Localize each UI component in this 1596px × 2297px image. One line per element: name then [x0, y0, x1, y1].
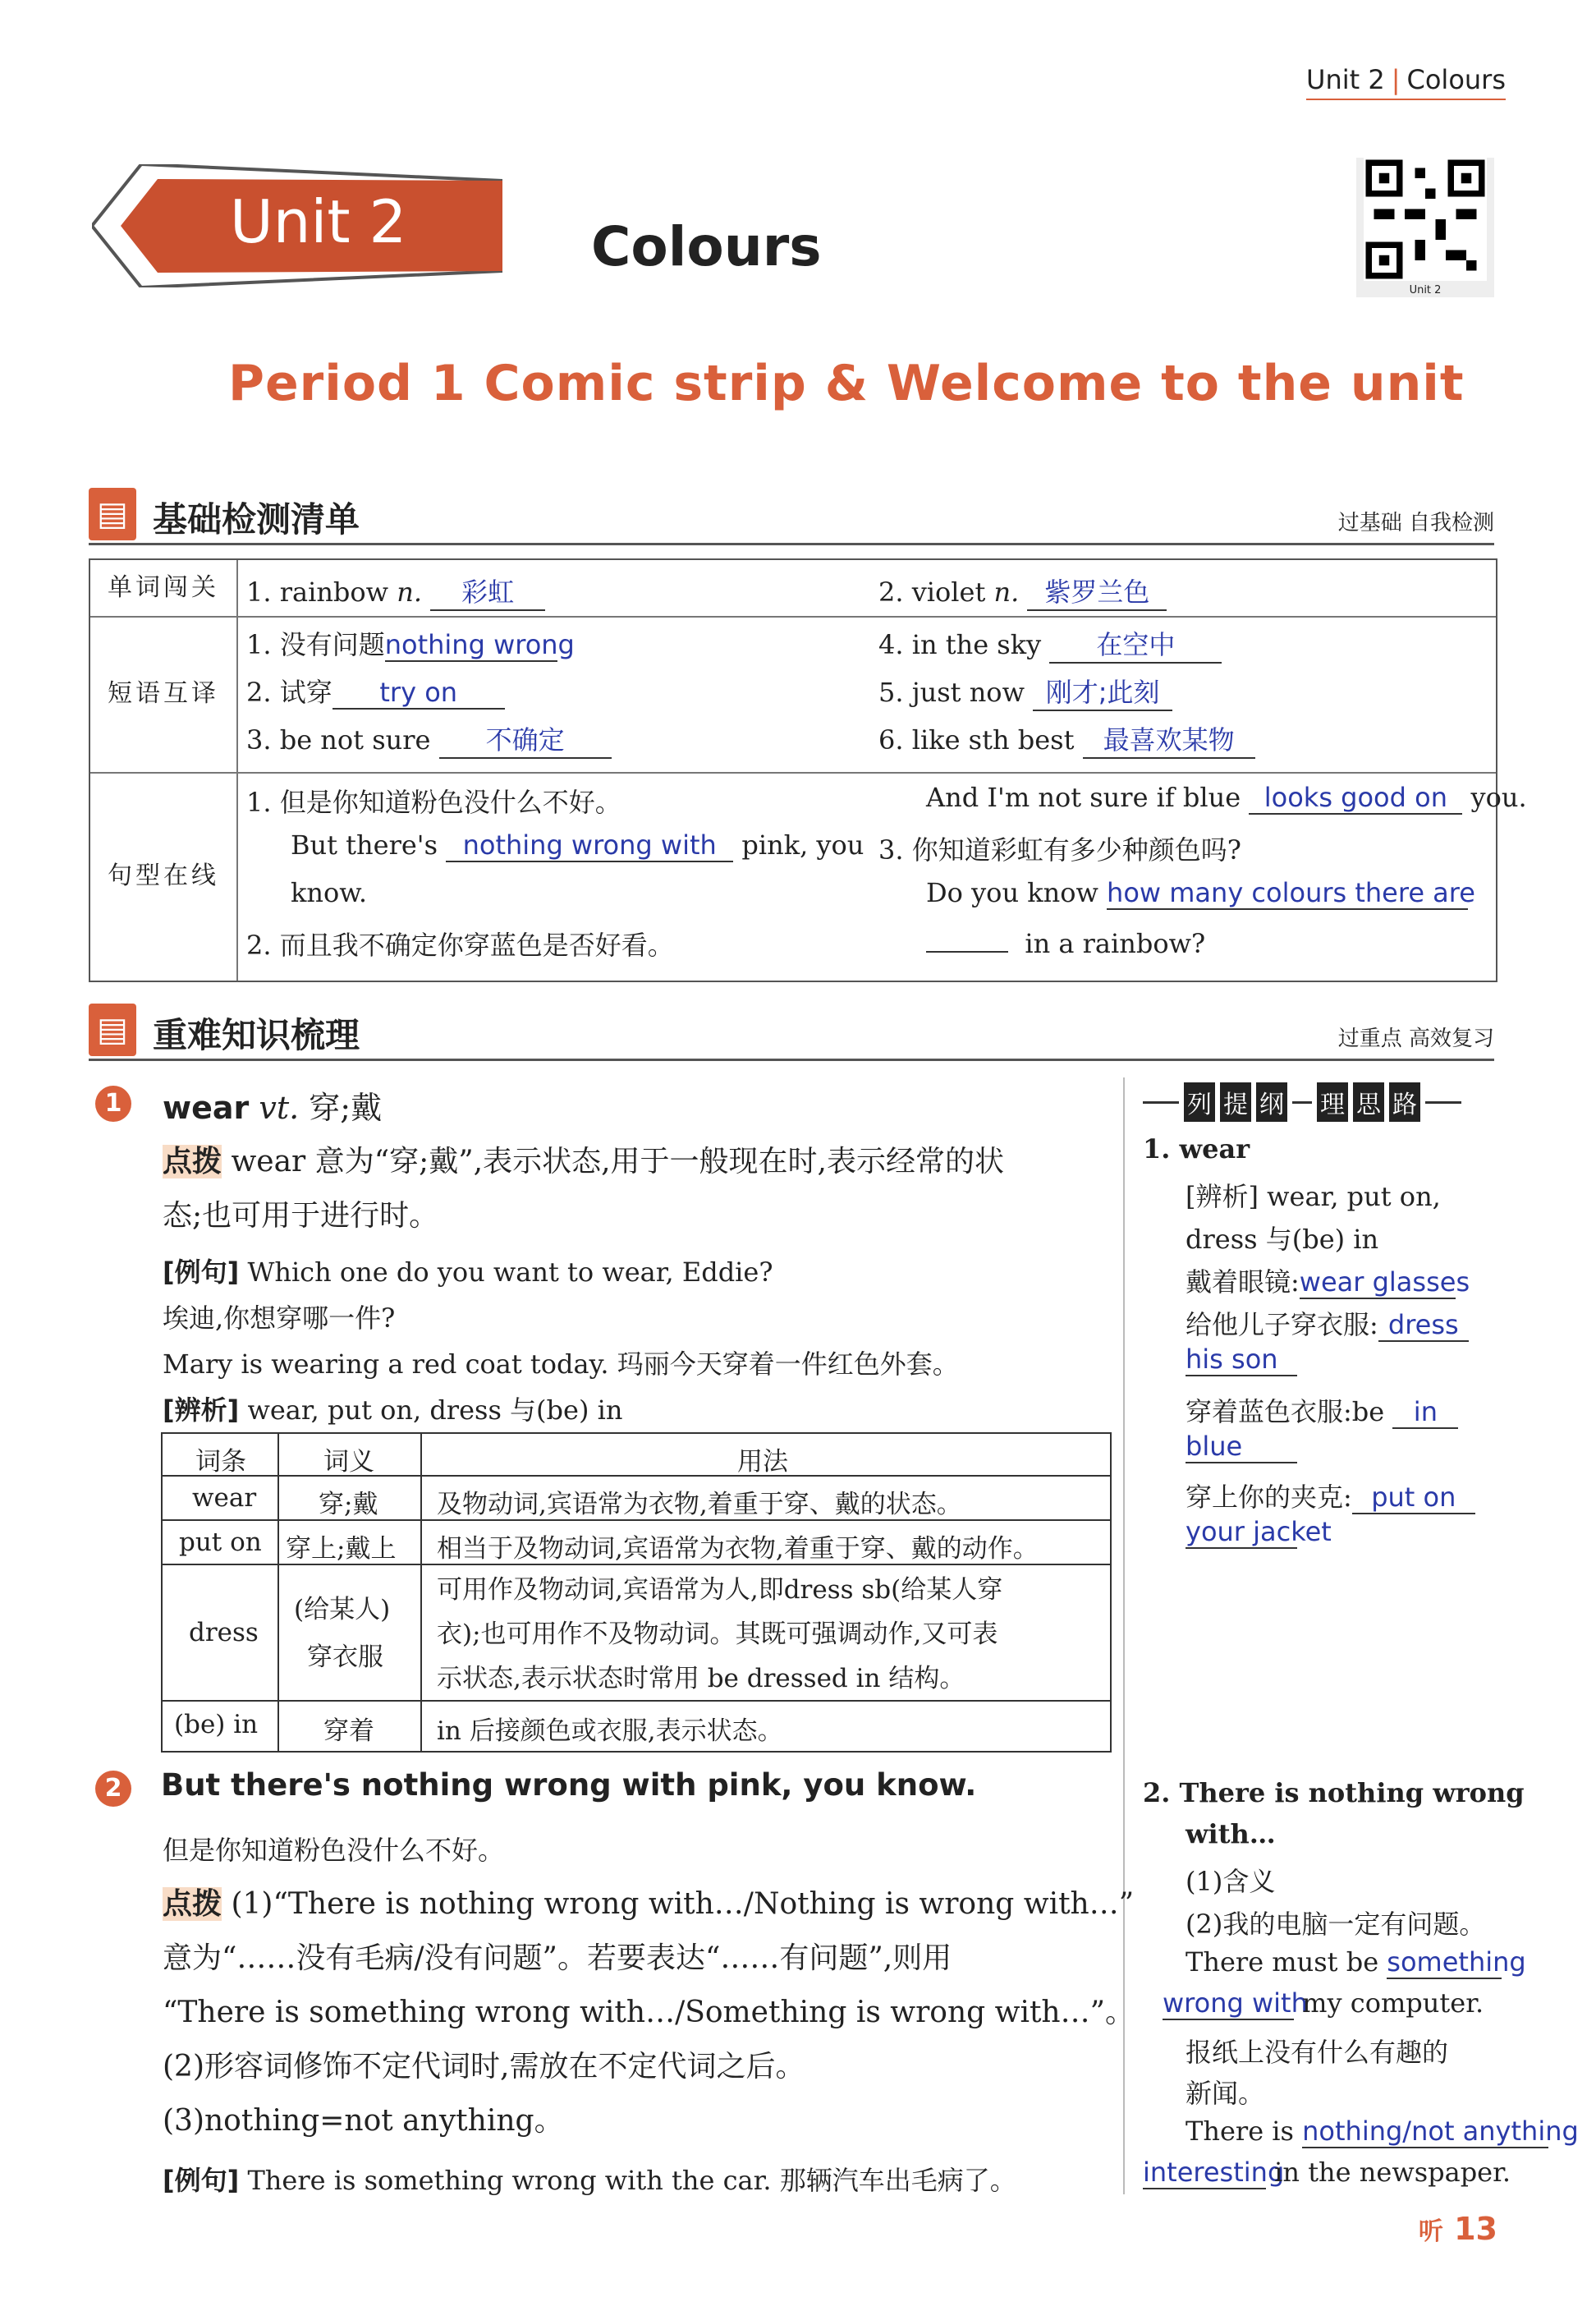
- sentence-3-end: in a rainbow?: [926, 925, 1205, 959]
- outline-item-2-e: There is nothing/not anything: [1186, 2116, 1579, 2147]
- row-label-phrases: 短语互译: [90, 616, 238, 772]
- point-1-example-2: Mary is wearing a red coat today. 玛丽今天穿着一件红色外套。: [163, 1348, 959, 1380]
- outline-item-2-heading-cont: with…: [1186, 1818, 1276, 1849]
- tip-label: 点拨: [163, 1887, 222, 1921]
- phrase-item-5: 5. just now 刚才;此刻: [878, 672, 1172, 711]
- qr-code[interactable]: [1356, 158, 1494, 297]
- table-row: (be) in 穿着 in 后接颜色或衣服,表示状态。: [174, 1710, 783, 1746]
- answer-sentence-2: looks good on: [1249, 782, 1462, 815]
- point-1-tip-cont: 态;也可用于进行时。: [163, 1199, 439, 1233]
- phrase-item-6: 6. like sth best 最喜欢某物: [878, 719, 1255, 759]
- col-header-meaning: 词义: [323, 1447, 374, 1477]
- running-header: Unit 2 | Colours: [1306, 64, 1506, 100]
- outline-title: 列 提 纲 理 思 路: [1143, 1082, 1496, 1122]
- point-2-heading: But there's nothing wrong with pink, you know.: [161, 1767, 977, 1803]
- point-2-heading-cn: 但是你知道粉色没什么不好。: [163, 1835, 505, 1866]
- outline-item-1-d: 给他儿子穿衣服: dress: [1186, 1304, 1469, 1342]
- table-header-row: [163, 1434, 1110, 1477]
- point-number-2: 2: [95, 1771, 131, 1807]
- outline-item-2-a: (1)含义: [1186, 1866, 1276, 1897]
- answer-outline-1c: wear glasses: [1299, 1266, 1470, 1298]
- answer-phrase-3: 不确定: [439, 719, 612, 759]
- col-header-usage: 用法: [737, 1447, 788, 1477]
- outline-item-1-c: 戴着眼镜:wear glasses: [1186, 1266, 1470, 1298]
- answer-outline-1f: put on: [1352, 1482, 1475, 1514]
- sentence-3-cn: 3. 你知道彩虹有多少种颜色吗?: [878, 834, 1241, 866]
- point-1-tip: 点拨 wear 意为“穿;戴”,表示状态,用于一般现在时,表示经常的状: [163, 1145, 1004, 1178]
- sentence-3-en: Do you know how many colours there are: [926, 877, 1475, 908]
- table-row: put on 穿上;戴上 相当于及物动词,宾语常为衣物,着重于穿、戴的动作。: [163, 1521, 1110, 1565]
- head-word: wear: [163, 1090, 250, 1126]
- section-title: 重难知识梳理: [153, 1015, 360, 1055]
- section-header-basics: [89, 488, 1494, 545]
- outline-item-2-c-cont: wrong with my computer.: [1163, 1987, 1484, 2019]
- section-subtitle: 过重点 高效复习: [1337, 1027, 1494, 1051]
- row-label-words: 单词闯关: [90, 560, 238, 616]
- sentence-1-en: But there's nothing wrong with pink, you: [291, 829, 864, 861]
- outline-item-2-c: There must be something: [1186, 1946, 1526, 1978]
- outline-item-1-e: 穿着蓝色衣服:be in: [1186, 1391, 1458, 1429]
- outline-item-2-d-cont: 新闻。: [1186, 2078, 1265, 2109]
- unit-badge-label: Unit 2: [230, 187, 407, 256]
- point-2-example: [例句] There is something wrong with the car. 那辆汽车出毛病了。: [163, 2165, 1016, 2196]
- section-title: 基础检测清单: [153, 499, 360, 540]
- answer-phrase-6: 最喜欢某物: [1083, 719, 1255, 759]
- point-2-tip-2: 意为“……没有毛病/没有问题”。若要表达“……有问题”,则用: [163, 1941, 952, 1975]
- phrase-item-3: 3. be not sure 不确定: [246, 719, 612, 759]
- answer-phrase-5: 刚才;此刻: [1033, 672, 1172, 711]
- period-title: Period 1 Comic strip & Welcome to the unit: [228, 355, 1465, 412]
- answer-phrase-1: nothing wrong: [384, 629, 575, 660]
- section-subtitle: 过基础 自我检测: [1337, 511, 1494, 535]
- sentence-2-cn: 2. 而且我不确定你穿蓝色是否好看。: [246, 930, 674, 961]
- answer-outline-1d: dress: [1378, 1309, 1469, 1342]
- sentence-1-cn: 1. 但是你知道粉色没什么不好。: [246, 787, 621, 818]
- running-header-unit: Unit 2: [1306, 64, 1385, 95]
- point-number-1: 1: [95, 1086, 131, 1122]
- answer-outline-1e: in: [1392, 1396, 1458, 1429]
- point-2-tip-3: “There is something wrong with…/Something is wrong with…”。: [163, 1996, 1135, 2029]
- row-label-sentences: 句型在线: [90, 772, 238, 981]
- phrase-item-1: 1. 没有问题nothing wrong: [246, 629, 575, 660]
- sentence-2-en: And I'm not sure if blue looks good on you.: [926, 782, 1527, 813]
- point-2-tip-4: (2)形容词修饰不定代词时,需放在不定代词之后。: [163, 2050, 805, 2083]
- outline-item-2-e-cont: interesting in the newspaper.: [1143, 2157, 1511, 2188]
- outline-item-1-heading: 1. wear: [1143, 1133, 1250, 1165]
- phrase-item-4: 4. in the sky 在空中: [878, 624, 1222, 664]
- outline-item-2-b: (2)我的电脑一定有问题。: [1186, 1909, 1486, 1940]
- outline-item-1-e-cont: blue: [1186, 1431, 1297, 1463]
- section-header-key-points: [89, 1004, 1494, 1061]
- phrase-item-2: 2. 试穿 try on: [246, 672, 505, 710]
- section-icon: ▤: [89, 1004, 136, 1056]
- table-row: wear 穿;戴 及物动词,宾语常为衣物,着重于穿、戴的状态。: [163, 1477, 1110, 1521]
- basics-table: [89, 558, 1527, 982]
- outline-item-1-f-cont: your jacket: [1186, 1516, 1332, 1547]
- section-icon: ▤: [89, 488, 136, 540]
- point-1-example-1: [例句] Which one do you want to wear, Eddie?: [163, 1256, 773, 1288]
- sentence-1-end: know.: [291, 877, 368, 908]
- outline-item-2-heading: 2. There is nothing wrong: [1143, 1777, 1525, 1808]
- point-2-tip-5: (3)nothing=not anything。: [163, 2104, 564, 2138]
- tip-label: 点拨: [163, 1145, 222, 1178]
- answer-word-2: 紫罗兰色: [1027, 572, 1167, 611]
- answer-outline-2e: nothing/not anything: [1302, 2116, 1579, 2147]
- page-title: Colours: [591, 215, 822, 278]
- answer-phrase-2: try on: [332, 677, 505, 710]
- point-1-heading: wear vt. 穿;戴: [163, 1090, 383, 1126]
- col-header-entry: 词条: [195, 1447, 246, 1477]
- point-2-tip-1: 点拨 (1)“There is nothing wrong with…/Nothing is wrong with…”: [163, 1887, 1135, 1921]
- point-1-example-1-cn: 埃迪,你想穿哪一件?: [163, 1302, 396, 1334]
- point-1-analysis: [辨析] wear, put on, dress 与(be) in: [163, 1394, 623, 1426]
- running-header-title: Colours: [1406, 64, 1506, 95]
- qr-code-icon: [1356, 158, 1494, 281]
- answer-word-1: 彩虹: [430, 572, 545, 611]
- table-row-words: [90, 560, 1496, 618]
- answer-sentence-3: how many colours there are: [1107, 877, 1475, 908]
- answer-phrase-4: 在空中: [1049, 624, 1222, 664]
- word-item-2: 2. violet n. 紫罗兰色: [878, 572, 1167, 611]
- outline-item-1-f: 穿上你的夹克: put on: [1186, 1477, 1475, 1514]
- outline-item-1-d-cont: his son: [1186, 1344, 1297, 1376]
- qr-label: Unit 2: [1409, 284, 1442, 296]
- usage-table: [161, 1432, 1112, 1753]
- outline-item-1-analysis-cont: dress 与(be) in: [1186, 1224, 1379, 1255]
- page-number: 听 13: [1418, 2211, 1497, 2247]
- outline-item-1-analysis: [辨析] wear, put on,: [1186, 1181, 1441, 1212]
- table-row: dress (给某人) 穿衣服 可用作及物动词,宾语常为人,即dress sb(给某人穿 衣);也可用作不及物动词。其既可强调动作,又可表 示状态,表示状态时常用 be dressed in 结构。: [163, 1565, 1110, 1702]
- table-row-phrases: [90, 616, 1496, 774]
- word-item-1: 1. rainbow n. 彩虹: [246, 572, 545, 611]
- table-row-sentences: [90, 772, 1527, 981]
- answer-outline-2c: something: [1387, 1946, 1526, 1978]
- answer-sentence-1: nothing wrong with: [446, 829, 733, 862]
- outline-item-2-d: 报纸上没有什么有趣的: [1186, 2037, 1449, 2068]
